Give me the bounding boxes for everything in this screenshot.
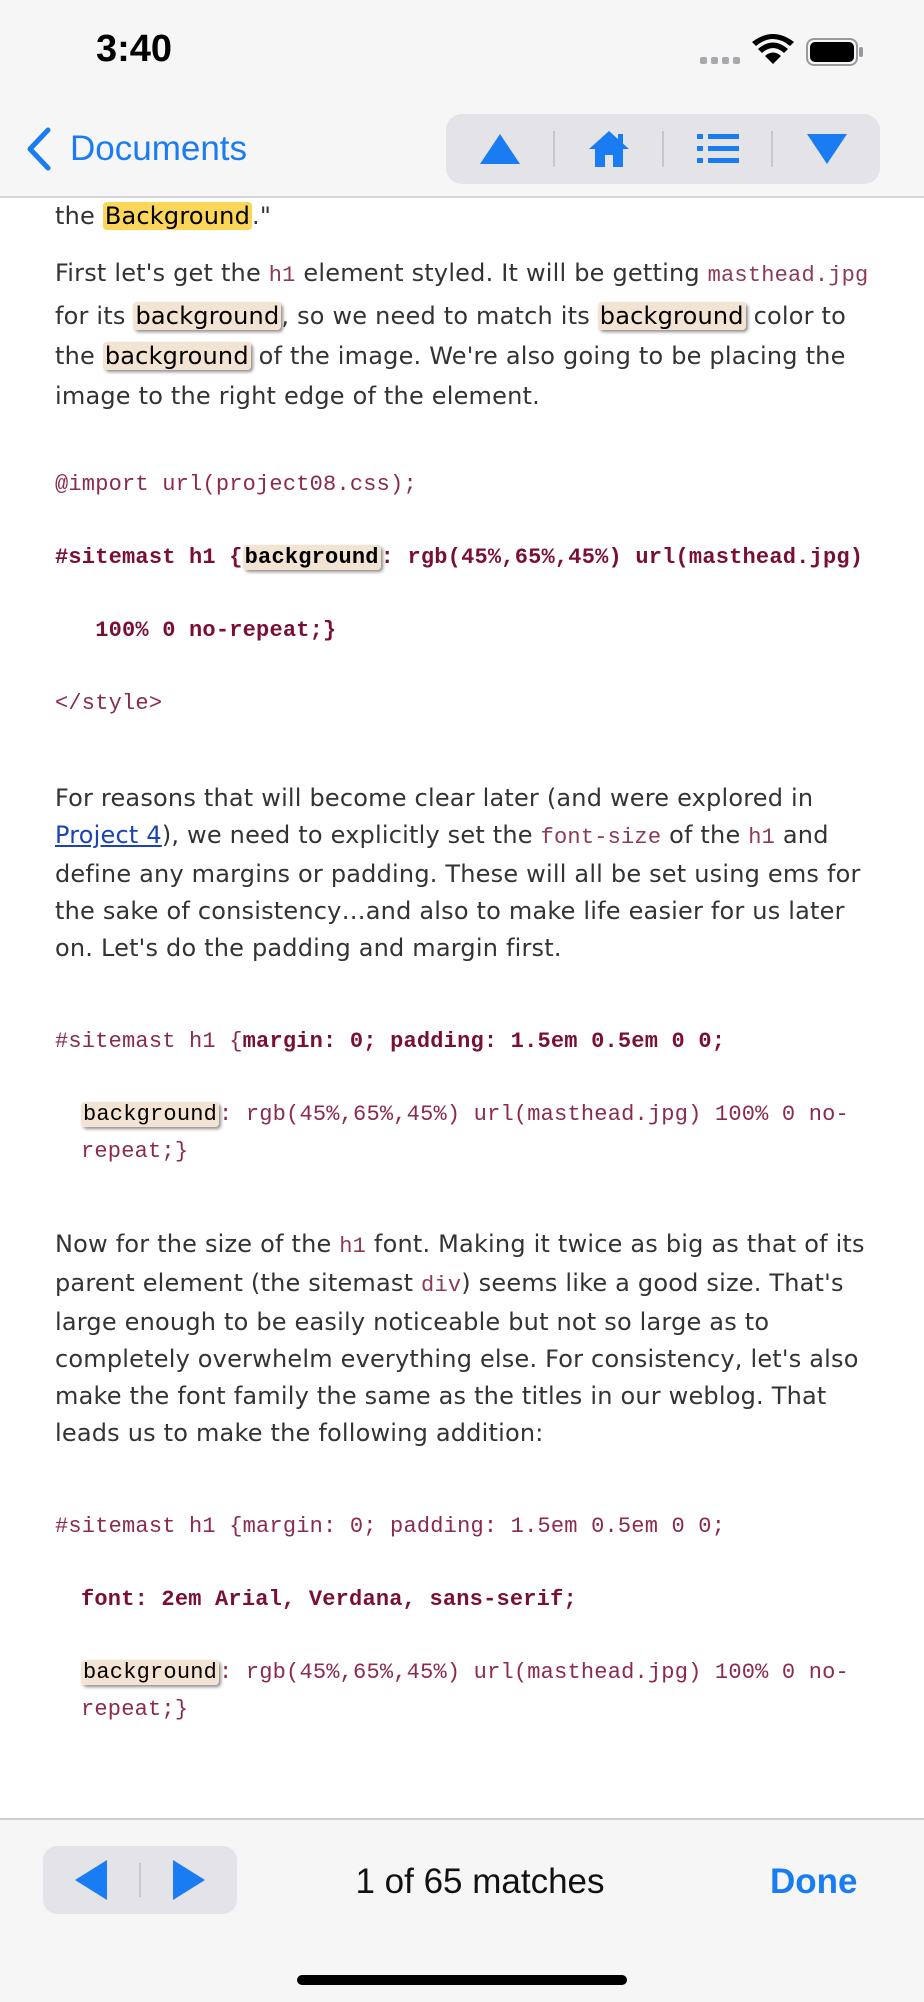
code-line: font: 2em Arial, Verdana, sans-serif;	[81, 1587, 577, 1612]
back-button-label: Documents	[70, 129, 248, 168]
inline-code: h1	[339, 1234, 367, 1259]
list-icon	[697, 132, 739, 166]
home-button[interactable]	[555, 114, 662, 184]
search-match: background	[104, 342, 249, 370]
triangle-left-icon	[73, 1858, 109, 1902]
navigation-bar	[0, 104, 924, 198]
triangle-right-icon	[171, 1858, 207, 1902]
previous-match-button[interactable]	[43, 1846, 139, 1914]
paragraph: Now for the size of the h1 font. Making it twice as big as that of its parent element (the sitemast div) seems like a good size. That's large enough to be easily noticeable but not so large as to completely overwhelm everything else. For consistency, let's also make the font family the same as the titles in our weblog. That leads us to make the following addition:	[55, 1230, 865, 1447]
back-button[interactable]	[22, 124, 247, 174]
current-search-match: Background	[104, 202, 251, 230]
done-button[interactable]: Done	[770, 1862, 858, 1901]
previous-page-button[interactable]	[446, 114, 553, 184]
search-match: background	[83, 1660, 218, 1685]
inline-code: h1	[268, 263, 296, 288]
paragraph: For reasons that will become clear later (and were explored in Project 4), we need to explicitly set the font-size of the h1 and define any margins or padding. These will all be set using ems for the sake of consistency…and also to make life easier for us later on. Let's do the padding and margin first.	[55, 784, 861, 962]
code-line: 100% 0 no-repeat;}	[55, 618, 337, 643]
code-line: background: rgb(45%,65%,45%) url(masthead.jpg) 100% 0 no-repeat;}	[81, 1660, 849, 1722]
code-line: #sitemast h1 {background: rgb(45%,65%,45%) url(masthead.jpg)	[55, 545, 864, 570]
match-navigation	[43, 1846, 237, 1914]
triangle-down-icon	[805, 132, 849, 166]
chevron-left-icon	[22, 126, 56, 172]
document-toolbar	[446, 114, 880, 184]
status-bar	[0, 0, 924, 104]
search-match: background	[599, 302, 744, 330]
code-line: background: rgb(45%,65%,45%) url(masthead.jpg) 100% 0 no-repeat;}	[81, 1102, 849, 1164]
status-time: 3:40	[96, 28, 173, 70]
triangle-up-icon	[478, 132, 522, 166]
battery-icon	[806, 38, 864, 66]
code-line: #sitemast h1 {margin: 0; padding: 1.5em 0.5em 0 0;	[55, 1029, 726, 1054]
code-block	[55, 1508, 875, 1728]
inline-code: h1	[748, 825, 776, 850]
home-indicator	[297, 1975, 627, 1985]
project-4-link[interactable]: Project 4	[55, 821, 162, 849]
code-block	[55, 1023, 875, 1170]
code-line: </style>	[55, 691, 163, 716]
find-bar	[0, 1818, 924, 2002]
code-line: @import url(project08.css);	[55, 472, 417, 497]
code-line: #sitemast h1 {margin: 0; padding: 1.5em 0.5em 0 0;	[55, 1514, 726, 1539]
next-match-button[interactable]	[141, 1846, 237, 1914]
search-match: background	[83, 1102, 218, 1127]
search-match: background	[244, 545, 379, 570]
inline-code: font-size	[540, 825, 662, 850]
inline-code: div	[421, 1273, 462, 1298]
inline-code: masthead.jpg	[707, 263, 869, 288]
paragraph: First let's get the h1 element styled. It will be getting masthead.jpg for its background, so we need to match its background color to the background of the image. We're also going to be placing the image to the right edge of the element.	[55, 259, 869, 410]
wifi-icon	[752, 34, 794, 68]
text-fragment: the Background."	[55, 202, 272, 230]
table-of-contents-button[interactable]	[664, 114, 771, 184]
search-match: background	[135, 302, 280, 330]
cellular-signal-icon	[700, 57, 742, 65]
next-page-button[interactable]	[773, 114, 880, 184]
match-count: 1 of 65 matches	[355, 1862, 605, 1901]
code-block	[55, 466, 875, 722]
home-icon	[587, 129, 631, 169]
document-content	[55, 196, 875, 1818]
